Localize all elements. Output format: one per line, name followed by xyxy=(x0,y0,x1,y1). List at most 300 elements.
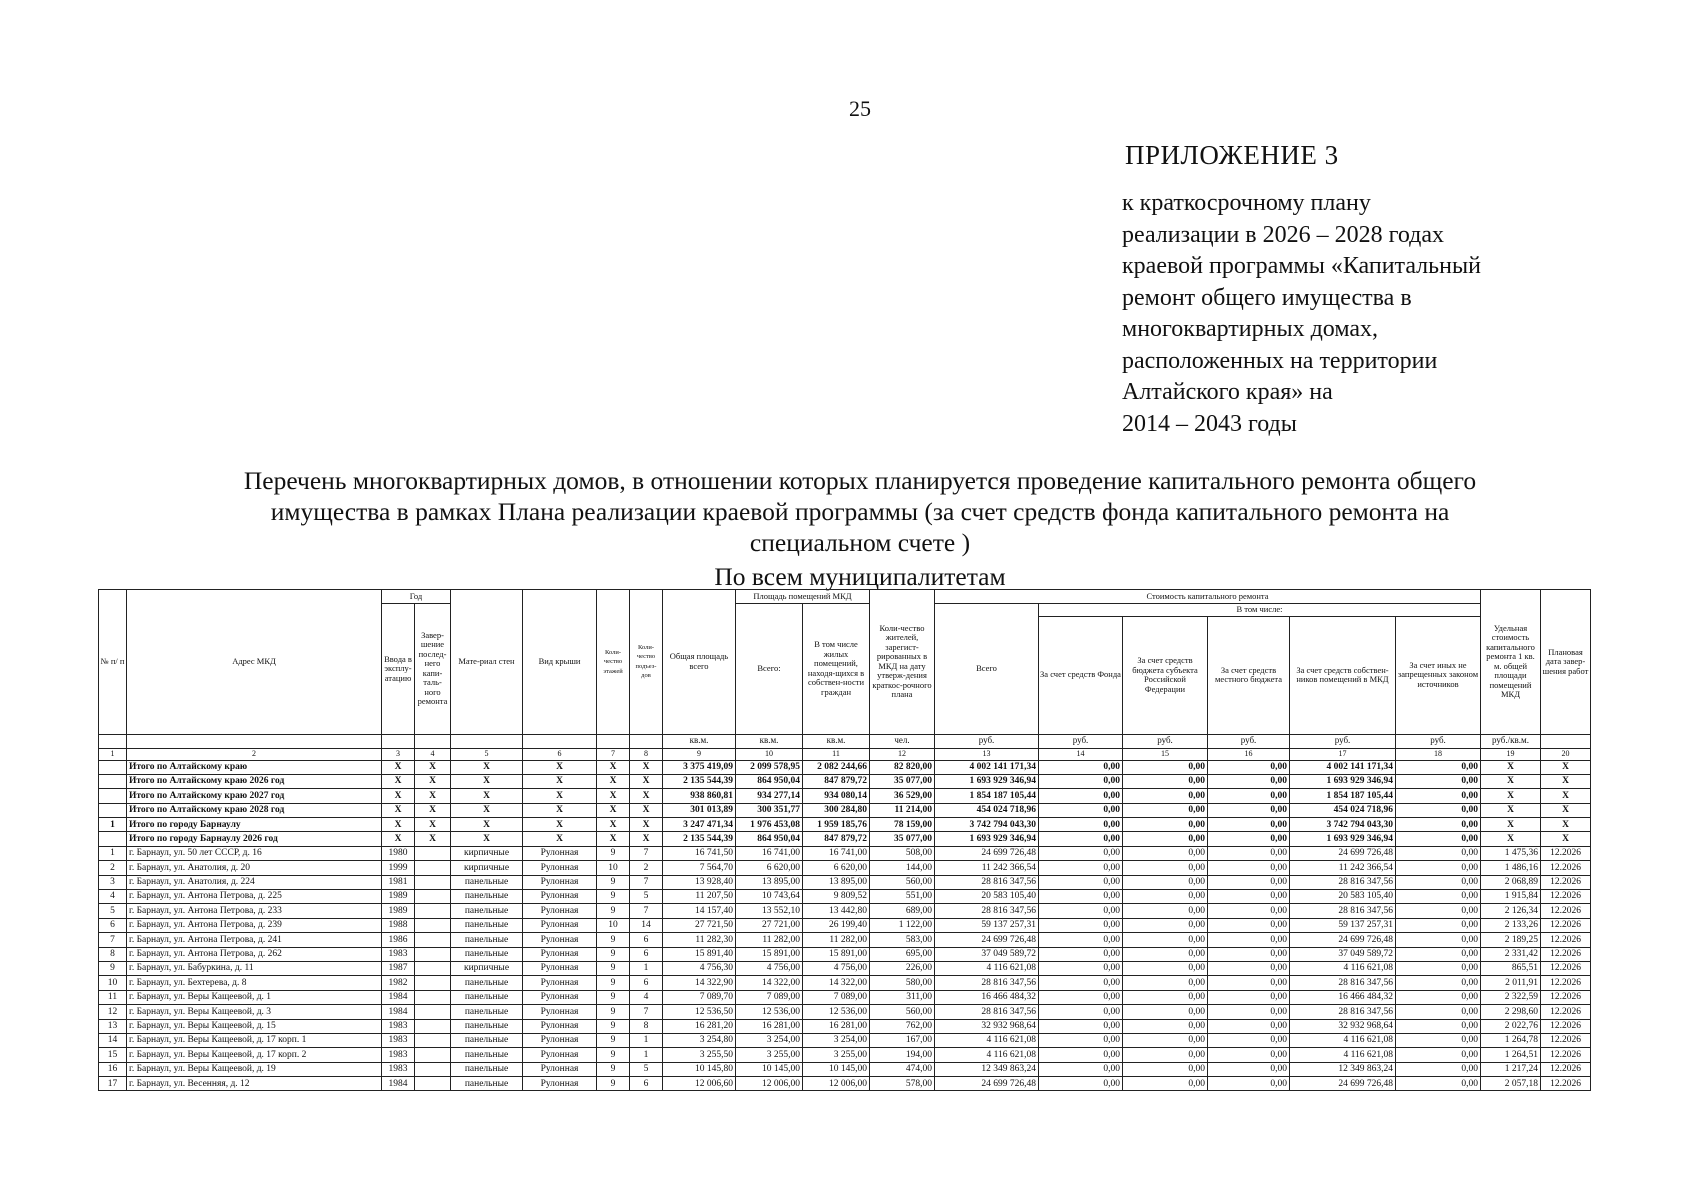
cell-owners: 4 116 621,08 xyxy=(1290,961,1396,975)
cell-subject-budget: 0,00 xyxy=(1123,904,1208,918)
cell-cost-total: 4 116 621,08 xyxy=(935,1048,1039,1062)
table-body xyxy=(99,760,1591,1091)
cell-unit-cost: 2 011,91 xyxy=(1481,976,1541,990)
cell-fund: 0,00 xyxy=(1039,875,1123,889)
summary-total-area: 2 135 544,39 xyxy=(663,832,736,846)
cell-year-last xyxy=(415,861,451,875)
header-year-last: Завер-шение послед-него капи-таль-ного ремонта xyxy=(415,604,451,735)
summary-material: X xyxy=(451,803,523,817)
cell-year-in: 1982 xyxy=(382,976,415,990)
cell-roof: Рулонная xyxy=(523,961,597,975)
cell-area-total: 16 281,00 xyxy=(736,1019,803,1033)
summary-floors: X xyxy=(597,818,630,832)
summary-plan-date: X xyxy=(1541,803,1591,817)
cell-unit-cost: 865,51 xyxy=(1481,961,1541,975)
summary-row xyxy=(99,774,1591,788)
cell-n: 15 xyxy=(99,1048,127,1062)
cell-floors: 10 xyxy=(597,918,630,932)
cell-year-last xyxy=(415,961,451,975)
cell-floors: 9 xyxy=(597,1077,630,1091)
cell-subject-budget: 0,00 xyxy=(1123,1019,1208,1033)
cell-floors: 9 xyxy=(597,1033,630,1047)
summary-area-residential: 2 082 244,66 xyxy=(803,760,870,774)
summary-name: Итого по городу Барнаулу 2026 год xyxy=(127,832,382,846)
cell-area-total: 3 254,00 xyxy=(736,1033,803,1047)
summary-entrances: X xyxy=(630,774,663,788)
cell-roof: Рулонная xyxy=(523,990,597,1004)
summary-year-last: X xyxy=(415,760,451,774)
summary-plan-date: X xyxy=(1541,789,1591,803)
cell-area-total: 10 743,64 xyxy=(736,890,803,904)
cell-unit-cost: 2 331,42 xyxy=(1481,947,1541,961)
cell-material: панельные xyxy=(451,904,523,918)
cell-year-in: 1988 xyxy=(382,918,415,932)
cell-residents: 695,00 xyxy=(870,947,935,961)
cell-floors: 9 xyxy=(597,1005,630,1019)
cell-n: 4 xyxy=(99,890,127,904)
cell-unit-cost: 2 133,26 xyxy=(1481,918,1541,932)
cell-year-last xyxy=(415,1062,451,1076)
summary-year-in: X xyxy=(382,760,415,774)
unit-rub: руб. xyxy=(1039,734,1123,748)
summary-total-area: 938 860,81 xyxy=(663,789,736,803)
cell-plan-date: 12.2026 xyxy=(1541,846,1591,860)
cell-subject-budget: 0,00 xyxy=(1123,1005,1208,1019)
summary-fund: 0,00 xyxy=(1039,760,1123,774)
cell-owners: 28 816 347,56 xyxy=(1290,976,1396,990)
cell-fund: 0,00 xyxy=(1039,961,1123,975)
cell-floors: 9 xyxy=(597,904,630,918)
summary-unit-cost: X xyxy=(1481,803,1541,817)
summary-year-in: X xyxy=(382,803,415,817)
column-number: 14 xyxy=(1039,748,1123,760)
cell-n: 6 xyxy=(99,918,127,932)
summary-name: Итого по Алтайскому краю 2027 год xyxy=(127,789,382,803)
cell-other-sources: 0,00 xyxy=(1396,890,1481,904)
cell-floors: 9 xyxy=(597,890,630,904)
cell-plan-date: 12.2026 xyxy=(1541,947,1591,961)
cell-plan-date: 12.2026 xyxy=(1541,1033,1591,1047)
cell-local-budget: 0,00 xyxy=(1208,918,1290,932)
cell-material: панельные xyxy=(451,976,523,990)
cell-other-sources: 0,00 xyxy=(1396,961,1481,975)
cell-other-sources: 0,00 xyxy=(1396,846,1481,860)
summary-area-residential: 1 959 185,76 xyxy=(803,818,870,832)
cell-year-last xyxy=(415,947,451,961)
cell-other-sources: 0,00 xyxy=(1396,918,1481,932)
cell-address: г. Барнаул, ул. Антона Петрова, д. 241 xyxy=(127,933,382,947)
column-number: 19 xyxy=(1481,748,1541,760)
cell-plan-date: 12.2026 xyxy=(1541,1019,1591,1033)
cell-area-residential: 13 442,80 xyxy=(803,904,870,918)
cell-residents: 311,00 xyxy=(870,990,935,1004)
cell-address: г. Барнаул, ул. Бехтерева, д. 8 xyxy=(127,976,382,990)
cell-year-last xyxy=(415,1033,451,1047)
header-total-area: Общая площадь всего xyxy=(663,590,736,735)
column-number: 4 xyxy=(415,748,451,760)
cell-year-last xyxy=(415,875,451,889)
cell-cost-total: 24 699 726,48 xyxy=(935,933,1039,947)
cell-area-total: 14 322,00 xyxy=(736,976,803,990)
cell-plan-date: 12.2026 xyxy=(1541,918,1591,932)
cell-unit-cost: 1 217,24 xyxy=(1481,1062,1541,1076)
summary-year-in: X xyxy=(382,789,415,803)
cell-cost-total: 4 116 621,08 xyxy=(935,1033,1039,1047)
cell-n: 14 xyxy=(99,1033,127,1047)
cell-fund: 0,00 xyxy=(1039,890,1123,904)
table-row xyxy=(99,1033,1591,1047)
summary-residents: 82 820,00 xyxy=(870,760,935,774)
cell-address: г. Барнаул, ул. Весенняя, д. 12 xyxy=(127,1077,382,1091)
cell-address: г. Барнаул, ул. Антона Петрова, д. 233 xyxy=(127,904,382,918)
cell-address: г. Барнаул, ул. Веры Кащеевой, д. 17 корп. 1 xyxy=(127,1033,382,1047)
summary-other-sources: 0,00 xyxy=(1396,760,1481,774)
unit-rub-sqm: руб./кв.м. xyxy=(1481,734,1541,748)
cell-residents: 689,00 xyxy=(870,904,935,918)
column-number: 17 xyxy=(1290,748,1396,760)
cell-local-budget: 0,00 xyxy=(1208,947,1290,961)
summary-year-last: X xyxy=(415,832,451,846)
cell-cost-total: 59 137 257,31 xyxy=(935,918,1039,932)
summary-other-sources: 0,00 xyxy=(1396,774,1481,788)
summary-name: Итого по Алтайскому краю 2028 год xyxy=(127,803,382,817)
cell-unit-cost: 1 486,16 xyxy=(1481,861,1541,875)
summary-floors: X xyxy=(597,760,630,774)
summary-subject-budget: 0,00 xyxy=(1123,832,1208,846)
cell-unit-cost: 1 915,84 xyxy=(1481,890,1541,904)
cell-floors: 10 xyxy=(597,861,630,875)
cell-total-area: 27 721,50 xyxy=(663,918,736,932)
cell-material: панельные xyxy=(451,1062,523,1076)
summary-row xyxy=(99,832,1591,846)
cell-entrances: 6 xyxy=(630,976,663,990)
table-row xyxy=(99,904,1591,918)
cell-floors: 9 xyxy=(597,990,630,1004)
cell-residents: 474,00 xyxy=(870,1062,935,1076)
cell-cost-total: 4 116 621,08 xyxy=(935,961,1039,975)
table-row xyxy=(99,1019,1591,1033)
cell-cost-total: 37 049 589,72 xyxy=(935,947,1039,961)
header-residents: Коли-чество жителей, зарегист-рированных в МКД на дату утверж-дения краткос-рочного плана xyxy=(870,590,935,735)
table-wrapper xyxy=(98,589,1591,1091)
header-unit-cost: Удельная стоимость капитального ремонта 1 кв. м. общей площади помещений МКД xyxy=(1481,590,1541,735)
cell-area-residential: 12 536,00 xyxy=(803,1005,870,1019)
table-row xyxy=(99,918,1591,932)
cell-roof: Рулонная xyxy=(523,861,597,875)
cell-subject-budget: 0,00 xyxy=(1123,1077,1208,1091)
summary-fund: 0,00 xyxy=(1039,789,1123,803)
cell-subject-budget: 0,00 xyxy=(1123,933,1208,947)
cell-entrances: 2 xyxy=(630,861,663,875)
header-area-group: Площадь помещений МКД xyxy=(736,590,870,604)
cell-year-last xyxy=(415,1019,451,1033)
cell-entrances: 5 xyxy=(630,1062,663,1076)
document-heading xyxy=(80,465,1640,558)
cell-material: панельные xyxy=(451,1019,523,1033)
summary-floors: X xyxy=(597,789,630,803)
cell-area-total: 4 756,00 xyxy=(736,961,803,975)
cell-owners: 37 049 589,72 xyxy=(1290,947,1396,961)
summary-subject-budget: 0,00 xyxy=(1123,789,1208,803)
cell-material: панельные xyxy=(451,933,523,947)
cell-plan-date: 12.2026 xyxy=(1541,1077,1591,1091)
unit-rub: руб. xyxy=(1123,734,1208,748)
cell-floors: 9 xyxy=(597,933,630,947)
cell-residents: 583,00 xyxy=(870,933,935,947)
cell-total-area: 4 756,30 xyxy=(663,961,736,975)
cell-year-last xyxy=(415,1005,451,1019)
unit-sqm: кв.м. xyxy=(803,734,870,748)
cell-area-residential: 16 281,00 xyxy=(803,1019,870,1033)
cell-address: г. Барнаул, ул. Анатолия, д. 20 xyxy=(127,861,382,875)
cell-year-last xyxy=(415,976,451,990)
cell-material: кирпичные xyxy=(451,846,523,860)
unit-rub: руб. xyxy=(1396,734,1481,748)
header-area-total: Всего: xyxy=(736,604,803,735)
column-numbers-row xyxy=(99,748,1591,760)
cell-entrances: 14 xyxy=(630,918,663,932)
cell-entrances: 6 xyxy=(630,933,663,947)
page-number: 25 xyxy=(849,96,871,121)
summary-unit-cost: X xyxy=(1481,760,1541,774)
cell-unit-cost: 2 068,89 xyxy=(1481,875,1541,889)
cell-n: 2 xyxy=(99,861,127,875)
cell-subject-budget: 0,00 xyxy=(1123,846,1208,860)
cell-fund: 0,00 xyxy=(1039,947,1123,961)
cell-n: 5 xyxy=(99,904,127,918)
summary-area-total: 864 950,04 xyxy=(736,774,803,788)
appendix-subtitle-line: ремонт общего имущества в xyxy=(1122,284,1412,311)
cell-other-sources: 0,00 xyxy=(1396,1019,1481,1033)
cell-residents: 226,00 xyxy=(870,961,935,975)
cell-year-last xyxy=(415,1048,451,1062)
cell-residents: 578,00 xyxy=(870,1077,935,1091)
summary-subject-budget: 0,00 xyxy=(1123,760,1208,774)
summary-area-residential: 847 879,72 xyxy=(803,832,870,846)
cell-plan-date: 12.2026 xyxy=(1541,976,1591,990)
unit-rub: руб. xyxy=(935,734,1039,748)
cell-entrances: 7 xyxy=(630,904,663,918)
header-other-sources: За счет иных не запрещенных законом источников xyxy=(1396,616,1481,734)
appendix-subtitle-line: к краткосрочному плану xyxy=(1122,190,1371,216)
summary-other-sources: 0,00 xyxy=(1396,803,1481,817)
table-row xyxy=(99,875,1591,889)
cell-unit-cost: 1 264,78 xyxy=(1481,1033,1541,1047)
summary-year-in: X xyxy=(382,774,415,788)
summary-name: Итого по Алтайскому краю xyxy=(127,760,382,774)
cell-roof: Рулонная xyxy=(523,875,597,889)
cell-year-last xyxy=(415,846,451,860)
cell-subject-budget: 0,00 xyxy=(1123,1033,1208,1047)
cell-year-in: 1983 xyxy=(382,1033,415,1047)
summary-total-area: 3 247 471,34 xyxy=(663,818,736,832)
summary-local-budget: 0,00 xyxy=(1208,774,1290,788)
cell-area-residential: 4 756,00 xyxy=(803,961,870,975)
summary-subject-budget: 0,00 xyxy=(1123,818,1208,832)
summary-material: X xyxy=(451,789,523,803)
summary-area-total: 934 277,14 xyxy=(736,789,803,803)
summary-area-total: 1 976 453,08 xyxy=(736,818,803,832)
cell-roof: Рулонная xyxy=(523,1033,597,1047)
cell-roof: Рулонная xyxy=(523,933,597,947)
summary-fund: 0,00 xyxy=(1039,803,1123,817)
cell-total-area: 11 282,30 xyxy=(663,933,736,947)
summary-owners: 1 693 929 346,94 xyxy=(1290,832,1396,846)
cell-owners: 24 699 726,48 xyxy=(1290,933,1396,947)
heading-line: специальном счете ) xyxy=(749,528,971,557)
summary-n: 1 xyxy=(99,818,127,832)
appendix-subtitle-line: реализации в 2026 – 2028 годах xyxy=(1122,221,1445,248)
cell-subject-budget: 0,00 xyxy=(1123,875,1208,889)
summary-floors: X xyxy=(597,803,630,817)
cell-n: 3 xyxy=(99,875,127,889)
summary-residents: 35 077,00 xyxy=(870,774,935,788)
cell-plan-date: 12.2026 xyxy=(1541,1048,1591,1062)
cell-owners: 59 137 257,31 xyxy=(1290,918,1396,932)
cell-other-sources: 0,00 xyxy=(1396,976,1481,990)
cell-year-in: 1984 xyxy=(382,990,415,1004)
cell-area-residential: 10 145,00 xyxy=(803,1062,870,1076)
cell-entrances: 6 xyxy=(630,1077,663,1091)
cell-other-sources: 0,00 xyxy=(1396,861,1481,875)
cell-subject-budget: 0,00 xyxy=(1123,1062,1208,1076)
summary-roof: X xyxy=(523,789,597,803)
cell-cost-total: 24 699 726,48 xyxy=(935,1077,1039,1091)
cell-unit-cost: 2 057,18 xyxy=(1481,1077,1541,1091)
summary-n xyxy=(99,803,127,817)
cell-year-in: 1983 xyxy=(382,1062,415,1076)
cell-n: 11 xyxy=(99,990,127,1004)
cell-owners: 11 242 366,54 xyxy=(1290,861,1396,875)
cell-address: г. Барнаул, ул. Веры Кащеевой, д. 19 xyxy=(127,1062,382,1076)
cell-area-residential: 7 089,00 xyxy=(803,990,870,1004)
cell-local-budget: 0,00 xyxy=(1208,875,1290,889)
cell-entrances: 5 xyxy=(630,890,663,904)
summary-name: Итого по Алтайскому краю 2026 год xyxy=(127,774,382,788)
cell-area-total: 27 721,00 xyxy=(736,918,803,932)
cell-n: 8 xyxy=(99,947,127,961)
summary-residents: 11 214,00 xyxy=(870,803,935,817)
cell-roof: Рулонная xyxy=(523,947,597,961)
cell-owners: 24 699 726,48 xyxy=(1290,1077,1396,1091)
summary-unit-cost: X xyxy=(1481,832,1541,846)
cell-other-sources: 0,00 xyxy=(1396,1033,1481,1047)
cell-plan-date: 12.2026 xyxy=(1541,861,1591,875)
cell-area-residential: 16 741,00 xyxy=(803,846,870,860)
summary-other-sources: 0,00 xyxy=(1396,789,1481,803)
cell-address: г. Барнаул, ул. Бабуркина, д. 11 xyxy=(127,961,382,975)
summary-roof: X xyxy=(523,832,597,846)
cell-entrances: 6 xyxy=(630,947,663,961)
cell-area-residential: 26 199,40 xyxy=(803,918,870,932)
cell-fund: 0,00 xyxy=(1039,1077,1123,1091)
cell-area-residential: 3 255,00 xyxy=(803,1048,870,1062)
cell-residents: 194,00 xyxy=(870,1048,935,1062)
column-number: 1 xyxy=(99,748,127,760)
summary-n xyxy=(99,832,127,846)
cell-total-area: 3 255,50 xyxy=(663,1048,736,1062)
cell-owners: 4 116 621,08 xyxy=(1290,1033,1396,1047)
cell-roof: Рулонная xyxy=(523,1019,597,1033)
summary-local-budget: 0,00 xyxy=(1208,832,1290,846)
column-number: 12 xyxy=(870,748,935,760)
column-number: 16 xyxy=(1208,748,1290,760)
cell-cost-total: 32 932 968,64 xyxy=(935,1019,1039,1033)
table-row xyxy=(99,961,1591,975)
summary-unit-cost: X xyxy=(1481,818,1541,832)
summary-unit-cost: X xyxy=(1481,774,1541,788)
cell-plan-date: 12.2026 xyxy=(1541,890,1591,904)
cell-owners: 28 816 347,56 xyxy=(1290,875,1396,889)
cell-cost-total: 28 816 347,56 xyxy=(935,904,1039,918)
cell-fund: 0,00 xyxy=(1039,1033,1123,1047)
unit-sqm: кв.м. xyxy=(663,734,736,748)
summary-entrances: X xyxy=(630,803,663,817)
cell-area-residential: 11 282,00 xyxy=(803,933,870,947)
unit-rub: руб. xyxy=(1208,734,1290,748)
cell-owners: 28 816 347,56 xyxy=(1290,1005,1396,1019)
summary-roof: X xyxy=(523,803,597,817)
summary-n xyxy=(99,760,127,774)
cell-other-sources: 0,00 xyxy=(1396,1005,1481,1019)
cell-cost-total: 28 816 347,56 xyxy=(935,976,1039,990)
table-row xyxy=(99,1077,1591,1091)
cell-area-residential: 3 254,00 xyxy=(803,1033,870,1047)
cell-subject-budget: 0,00 xyxy=(1123,947,1208,961)
summary-material: X xyxy=(451,818,523,832)
summary-entrances: X xyxy=(630,789,663,803)
cell-fund: 0,00 xyxy=(1039,1048,1123,1062)
cell-cost-total: 11 242 366,54 xyxy=(935,861,1039,875)
cell-owners: 12 349 863,24 xyxy=(1290,1062,1396,1076)
summary-year-last: X xyxy=(415,818,451,832)
summary-roof: X xyxy=(523,818,597,832)
cell-owners: 28 816 347,56 xyxy=(1290,904,1396,918)
appendix-subtitle-line: Алтайского края» на xyxy=(1122,379,1333,405)
heading-line: имущества в рамках Плана реализации краевой программы (за счет средств фонда капитального ремонта на xyxy=(270,497,1450,526)
summary-total-area: 2 135 544,39 xyxy=(663,774,736,788)
cell-unit-cost: 2 126,34 xyxy=(1481,904,1541,918)
header-year-in: Ввода в эксплу-атацию xyxy=(382,604,415,735)
summary-owners: 454 024 718,96 xyxy=(1290,803,1396,817)
summary-cost-total: 1 854 187 105,44 xyxy=(935,789,1039,803)
cell-residents: 560,00 xyxy=(870,875,935,889)
cell-unit-cost: 2 298,60 xyxy=(1481,1005,1541,1019)
header-area-residential: В том числе жилых помещений, находя-щихся в собствен-ности граждан xyxy=(803,604,870,735)
cell-other-sources: 0,00 xyxy=(1396,933,1481,947)
summary-roof: X xyxy=(523,760,597,774)
summary-cost-total: 454 024 718,96 xyxy=(935,803,1039,817)
cell-roof: Рулонная xyxy=(523,846,597,860)
cell-area-total: 3 255,00 xyxy=(736,1048,803,1062)
appendix-subtitle xyxy=(1122,188,1481,440)
summary-area-total: 2 099 578,95 xyxy=(736,760,803,774)
cell-address: г. Барнаул, ул. 50 лет СССР, д. 16 xyxy=(127,846,382,860)
cell-address: г. Барнаул, ул. Антона Петрова, д. 262 xyxy=(127,947,382,961)
cell-entrances: 4 xyxy=(630,990,663,1004)
summary-residents: 36 529,00 xyxy=(870,789,935,803)
cell-fund: 0,00 xyxy=(1039,1019,1123,1033)
summary-total-area: 3 375 419,09 xyxy=(663,760,736,774)
cell-n: 16 xyxy=(99,1062,127,1076)
cell-year-in: 1987 xyxy=(382,961,415,975)
cell-material: кирпичные xyxy=(451,961,523,975)
cell-area-residential: 15 891,00 xyxy=(803,947,870,961)
cell-entrances: 8 xyxy=(630,1019,663,1033)
cell-floors: 9 xyxy=(597,961,630,975)
summary-residents: 78 159,00 xyxy=(870,818,935,832)
summary-area-residential: 300 284,80 xyxy=(803,803,870,817)
